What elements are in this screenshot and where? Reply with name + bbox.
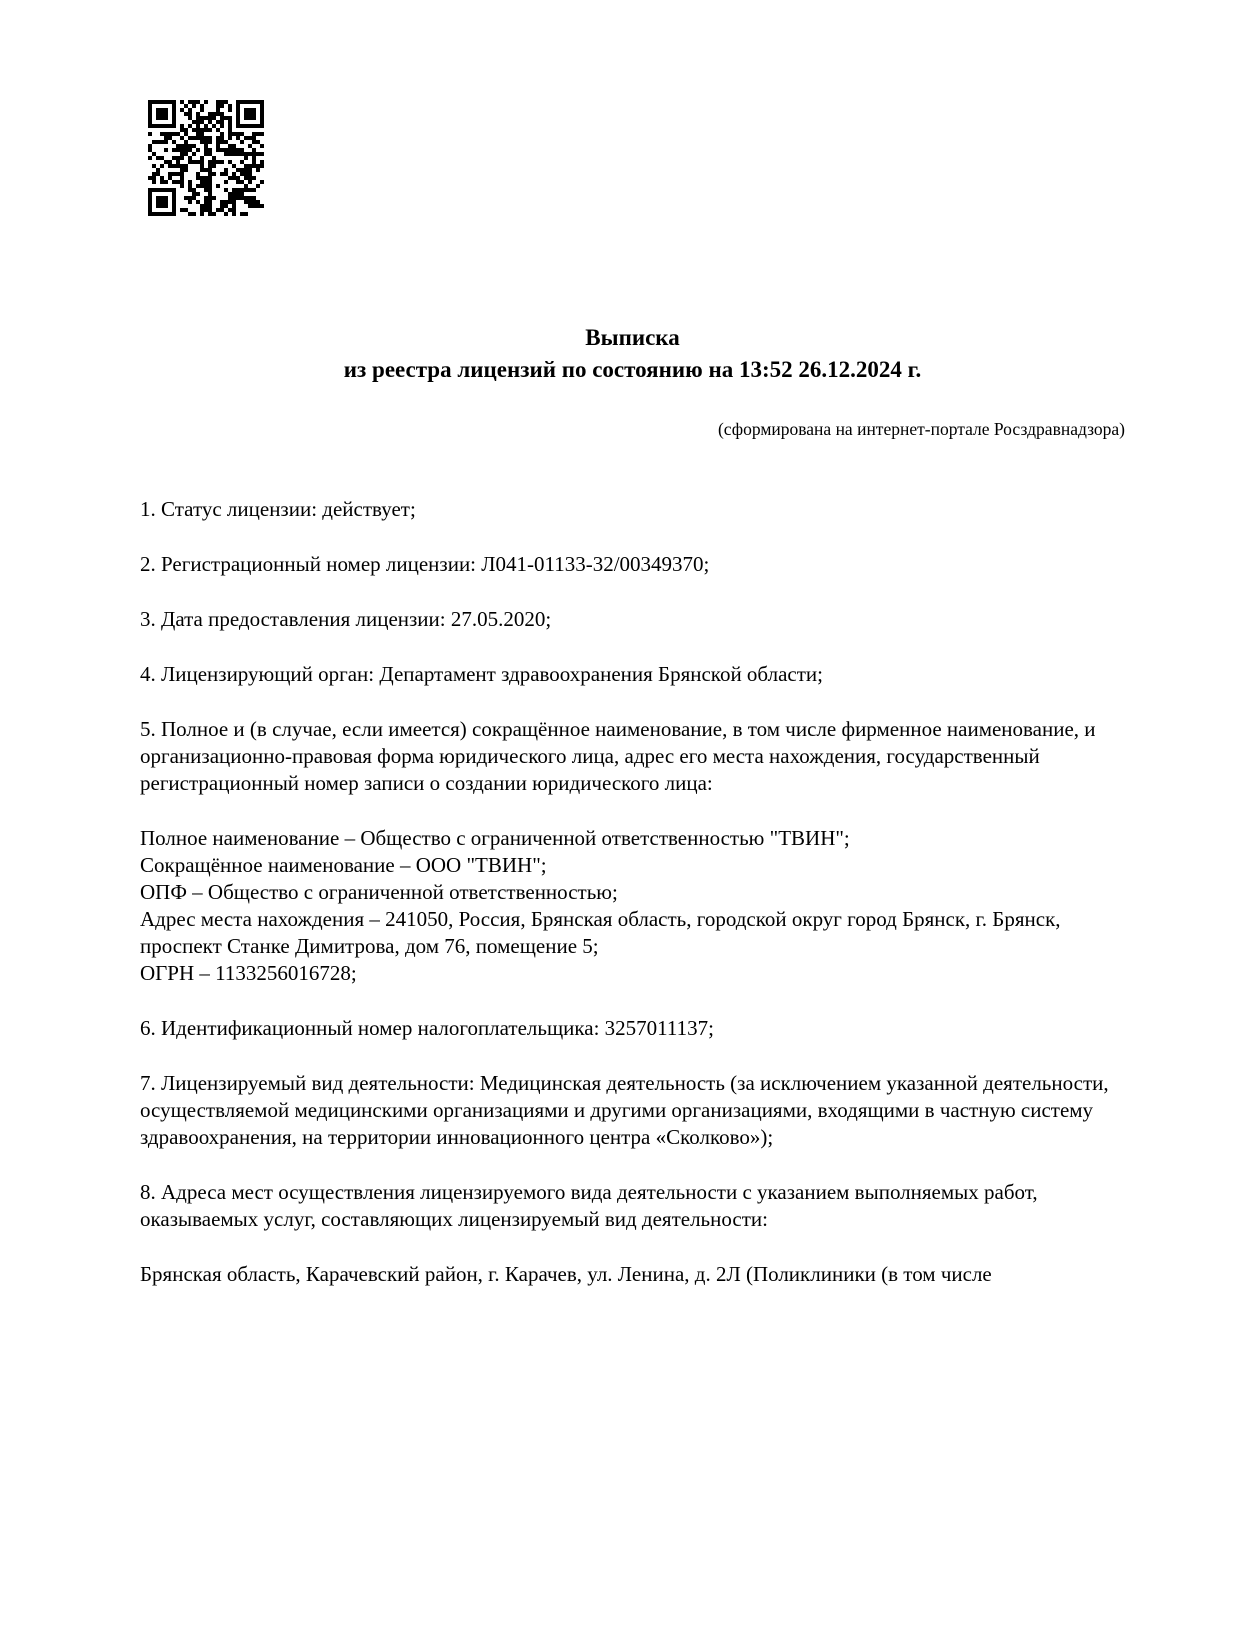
activity-address: Брянская область, Карачевский район, г. Карачев, ул. Ленина, д. 2Л (Поликлиники (в том числе	[140, 1262, 992, 1286]
title-line-2: из реестра лицензий по состоянию на 13:52 26.12.2024 г.	[343, 357, 922, 382]
document-subtitle: (сформирована на интернет-портале Росздравнадзора)	[717, 419, 1125, 439]
licensing-authority: 4. Лицензирующий орган: Департамент здравоохранения Брянской области;	[140, 662, 823, 686]
license-number: 2. Регистрационный номер лицензии: Л041-01133-32/00349370;	[140, 552, 710, 576]
org-details	[140, 825, 1125, 987]
document-title	[140, 322, 1125, 386]
license-status: 1. Статус лицензии: действует;	[140, 497, 416, 521]
org-address: Адрес места нахождения – 241050, Россия, Брянская область, городской округ город Брянск, г. Брянск, проспект Станке Димитрова, дом 76, помещение 5;	[140, 907, 1061, 958]
org-full-name: Полное наименование – Общество с ограниченной ответственностью "ТВИН";	[140, 826, 850, 850]
org-legal-form: ОПФ – Общество с ограниченной ответственностью;	[140, 880, 618, 904]
activity-addresses-intro: 8. Адреса мест осуществления лицензируемого вида деятельности с указанием выполняемых работ, оказываемых услуг, составляющих лицензируемый вид деятельности:	[140, 1180, 1038, 1231]
org-ogrn: ОГРН – 1133256016728;	[140, 961, 357, 985]
org-section-intro: 5. Полное и (в случае, если имеется) сокращённое наименование, в том числе фирменное наименование, и организационно-правовая форма юридического лица, адрес его места нахождения, государственный регистрационный номер записи о создании юридического лица:	[140, 717, 1096, 795]
license-issue-date: 3. Дата предоставления лицензии: 27.05.2020;	[140, 607, 552, 631]
taxpayer-inn: 6. Идентификационный номер налогоплательщика: 3257011137;	[140, 1016, 714, 1040]
document-content	[140, 0, 1125, 1288]
org-short-name: Сокращённое наименование – ООО "ТВИН";	[140, 853, 547, 877]
document-body	[140, 496, 1125, 1288]
licensed-activity: 7. Лицензируемый вид деятельности: Медицинская деятельность (за исключением указанной деятельности, осуществляемой медицинскими организациями и другими организациями, входящими в частную систему здравоохранения, на территории инновационного центра «Сколково»);	[140, 1071, 1109, 1149]
title-line-1: Выписка	[585, 325, 680, 350]
